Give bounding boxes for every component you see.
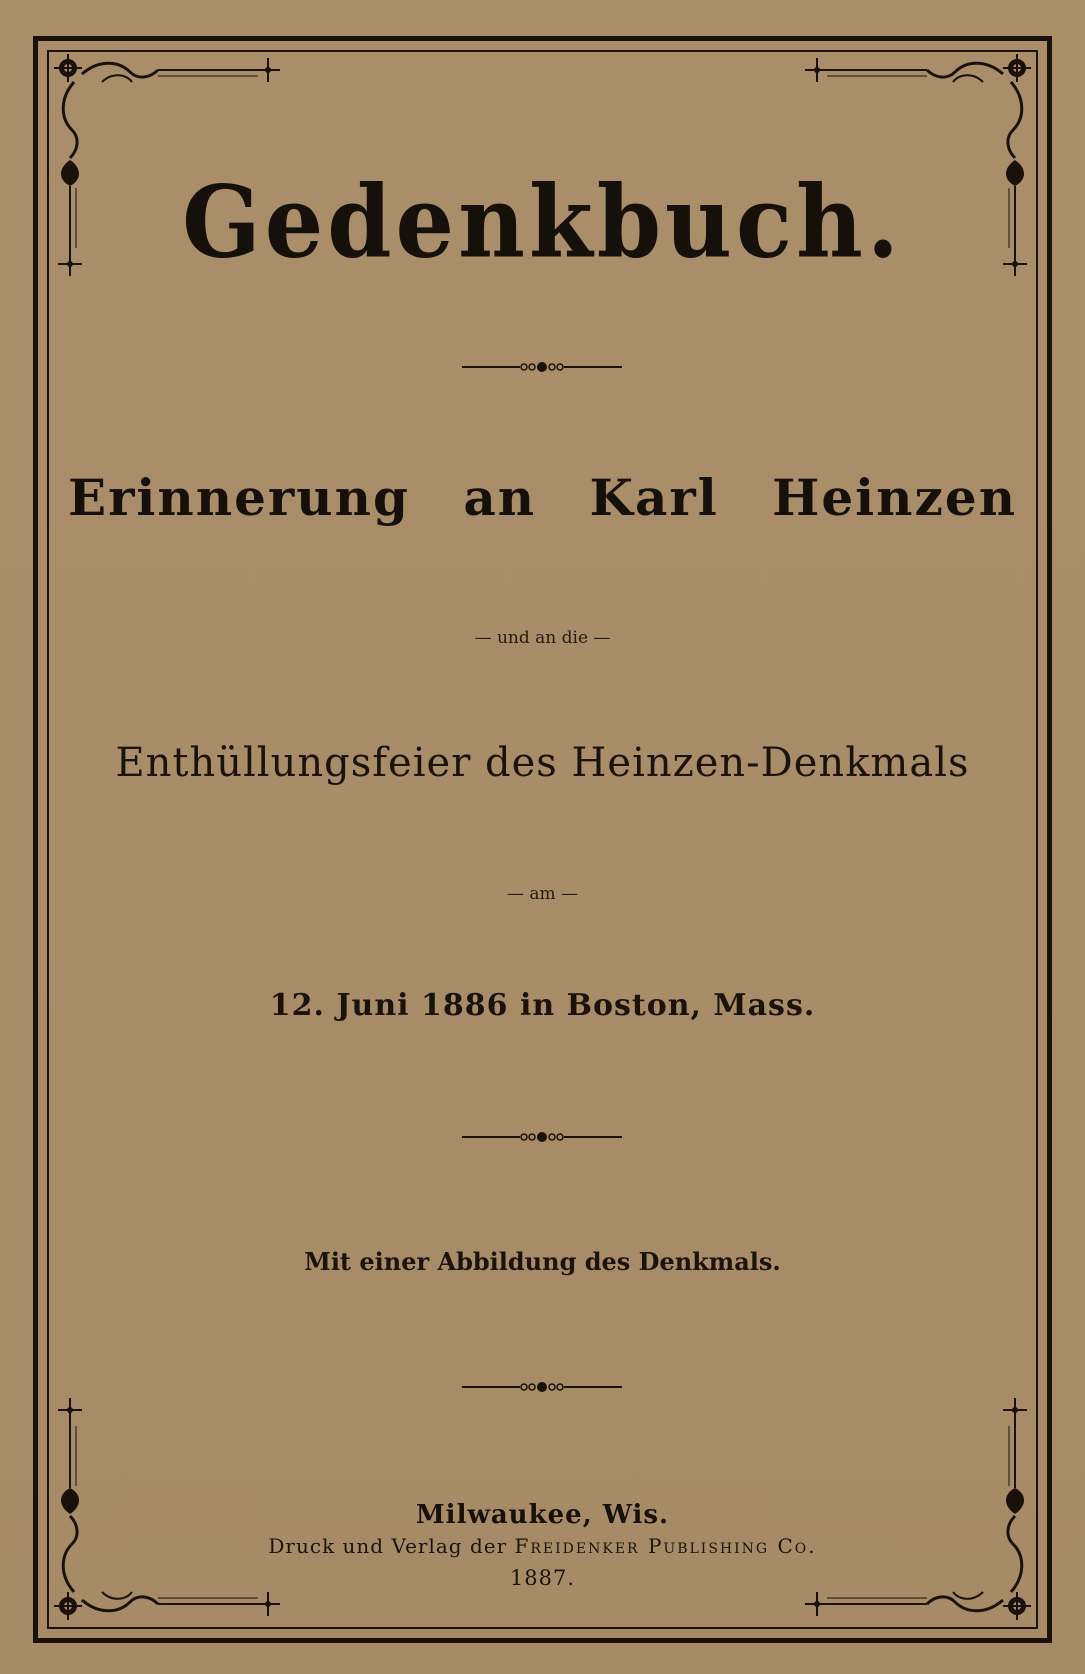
- imprint-year: 1887.: [509, 1566, 576, 1590]
- imprint-city: Milwaukee, Wis.: [415, 1500, 670, 1530]
- divider-flourish-icon: [462, 1132, 622, 1142]
- book-title: Gedenkbuch.: [182, 163, 903, 281]
- date-place: 12. Juni 1886 in Boston, Mass.: [269, 988, 816, 1023]
- publisher-name: Freidenker Publishing Co.: [514, 1534, 817, 1558]
- connector-text-2: — am —: [506, 884, 579, 904]
- divider-flourish-icon: [462, 1382, 622, 1392]
- divider-flourish-icon: [462, 362, 622, 372]
- illustration-note: Mit einer Abbildung des Denkmals.: [304, 1247, 781, 1276]
- connector-text-1: — und an die —: [474, 628, 611, 648]
- book-subtitle: Erinnerung an Karl Heinzen: [67, 468, 1018, 527]
- imprint-publisher: [0, 1534, 1085, 1558]
- publisher-prefix: Druck und Verlag der: [268, 1534, 508, 1558]
- event-title: Enthüllungsfeier des Heinzen-Denkmals: [115, 740, 970, 786]
